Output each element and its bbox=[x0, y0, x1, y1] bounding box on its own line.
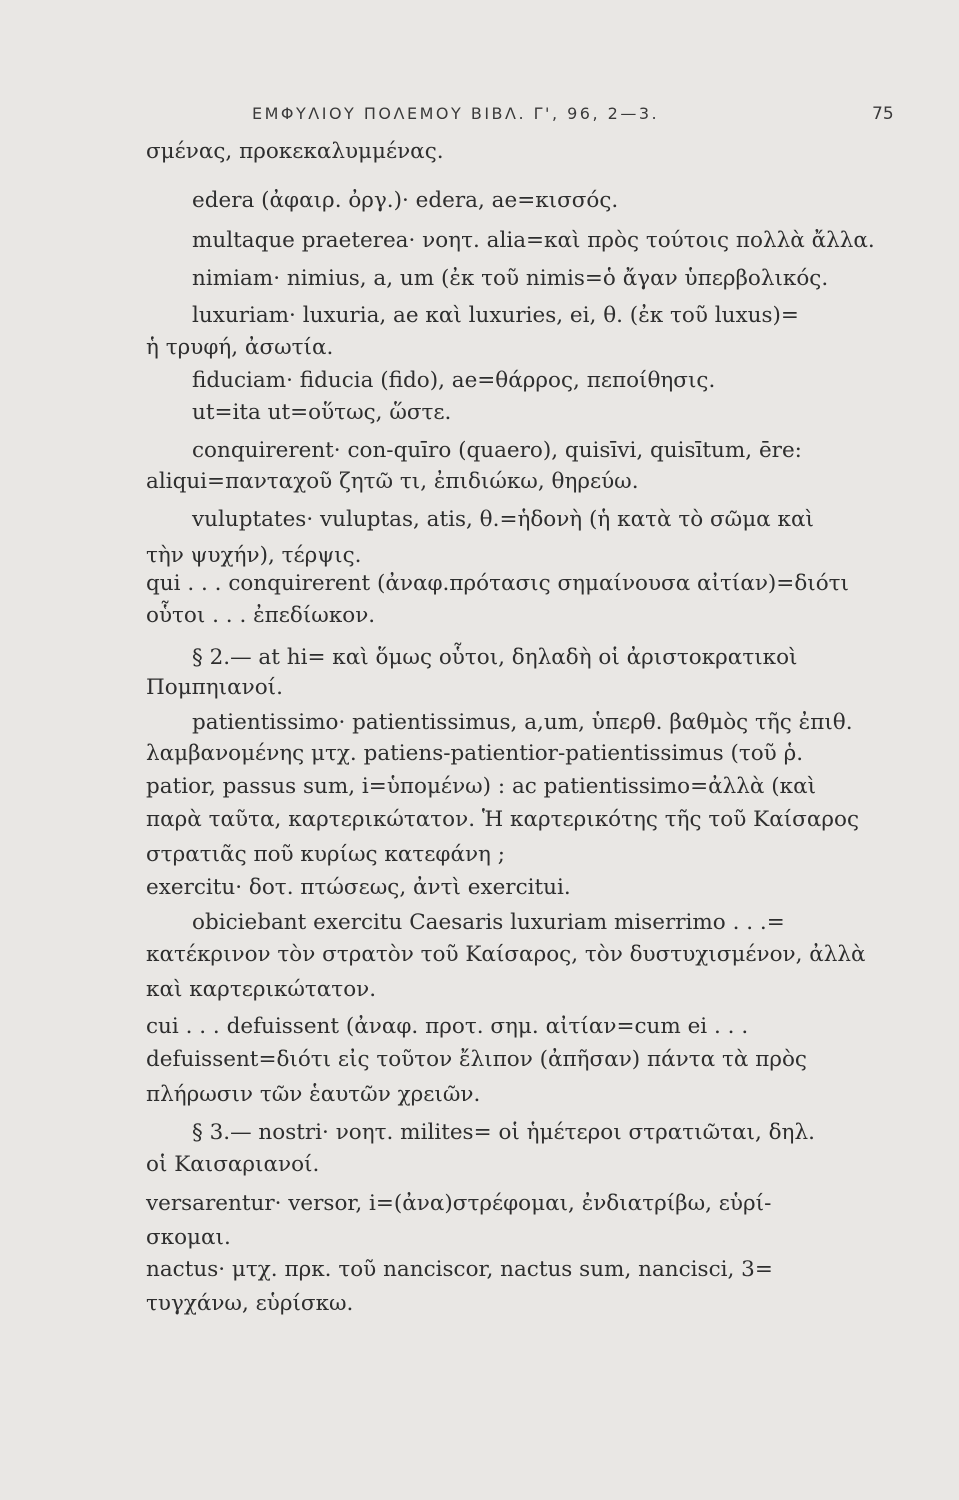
text-line: vuluptates· vuluptas, atis, θ.=ἡδονὴ (ἡ κατὰ τὸ σῶμα καὶ bbox=[192, 507, 814, 532]
text-line: τὴν ψυχήν), τέρψις. bbox=[146, 543, 362, 568]
text-line: patior, passus sum, i=ὑπομένω) : ac patientissimo=ἀλλὰ (καὶ bbox=[146, 774, 817, 799]
text-line: conquirerent· con-quīro (quaero), quisīvi, quisītum, ēre: bbox=[192, 438, 802, 463]
text-line: versarentur· versor, i=(ἀνα)στρέφομαι, ἐνδιατρίβω, εὑρί- bbox=[146, 1191, 772, 1216]
text-line: παρὰ ταῦτα, καρτερικώτατον. Ἡ καρτερικότης τῆς τοῦ Καίσαρος bbox=[146, 807, 859, 832]
text-line: πλήρωσιν τῶν ἑαυτῶν χρειῶν. bbox=[146, 1082, 481, 1107]
text-line: qui . . . conquirerent (ἀναφ.πρότασις σημαίνουσα αἰτίαν)=διότι bbox=[146, 571, 849, 596]
text-line: cui . . . defuissent (ἀναφ. προτ. σημ. αἰτίαν=cum ei . . . bbox=[146, 1014, 749, 1039]
text-line: edera (ἀφαιρ. ὀργ.)· edera, ae=κισσός. bbox=[192, 188, 619, 213]
text-line: τυγχάνω, εὑρίσκω. bbox=[146, 1291, 354, 1316]
page-number: 75 bbox=[872, 104, 894, 124]
text-line: nactus· μτχ. πρκ. τοῦ nanciscor, nactus sum, nancisci, 3= bbox=[146, 1257, 773, 1282]
text-line: σκομαι. bbox=[146, 1225, 231, 1250]
text-line: λαμβανομένης μτχ. patiens-patientior-patientissimus (τοῦ ῥ. bbox=[146, 741, 804, 766]
running-header: ΕΜΦΥΛΙΟΥ ΠΟΛΕΜΟΥ ΒΙΒΛ. Γ', 96, 2—3. bbox=[252, 104, 660, 123]
text-line: aliqui=πανταχοῦ ζητῶ τι, ἐπιδιώκω, θηρεύω. bbox=[146, 469, 639, 494]
text-line: multaque praeterea· νοητ. alia=καὶ πρὸς τούτοις πολλὰ ἄλλα. bbox=[192, 228, 875, 253]
text-line: patientissimo· patientissimus, a,um, ὑπερθ. βαθμὸς τῆς ἐπιθ. bbox=[192, 710, 853, 735]
text-line: οὗτοι . . . ἐπεδίωκον. bbox=[146, 603, 376, 628]
text-line: στρατιᾶς ποῦ κυρίως κατεφάνη ; bbox=[146, 842, 506, 867]
text-line: § 3.— nostri· νοητ. milites= οἱ ἡμέτεροι στρατιῶται, δηλ. bbox=[192, 1120, 815, 1145]
text-line: ἡ τρυφή, ἀσωτία. bbox=[146, 335, 334, 360]
text-line: § 2.— at hi= καὶ ὅμως οὗτοι, δηλαδὴ οἱ ἀριστοκρατικοὶ bbox=[192, 645, 798, 670]
text-line: fiduciam· fiducia (fido), ae=θάρρος, πεποίθησις. bbox=[192, 368, 716, 393]
text-line: σμένας, προκεκαλυμμένας. bbox=[146, 139, 444, 164]
text-line: κατέκρινον τὸν στρατὸν τοῦ Καίσαρος, τὸν δυστυχισμένον, ἀλλὰ bbox=[146, 942, 866, 967]
text-line: ut=ita ut=οὕτως, ὥστε. bbox=[192, 400, 452, 425]
text-line: luxuriam· luxuria, ae καὶ luxuries, ei, θ. (ἐκ τοῦ luxus)= bbox=[192, 303, 799, 328]
text-line: καὶ καρτερικώτατον. bbox=[146, 977, 377, 1002]
text-line: defuissent=διότι εἰς τοῦτον ἔλιπον (ἀπῆσαν) πάντα τὰ πρὸς bbox=[146, 1047, 807, 1072]
text-line: Πομπηιανοί. bbox=[146, 675, 283, 700]
text-line: obiciebant exercitu Caesaris luxuriam miserrimo . . .= bbox=[192, 910, 785, 935]
text-line: nimiam· nimius, a, um (ἐκ τοῦ nimis=ὁ ἄγαν ὑπερβολικός. bbox=[192, 266, 829, 291]
text-line: οἱ Καισαριανοί. bbox=[146, 1152, 320, 1177]
text-line: exercitu· δοτ. πτώσεως, ἀντὶ exercitui. bbox=[146, 875, 571, 900]
